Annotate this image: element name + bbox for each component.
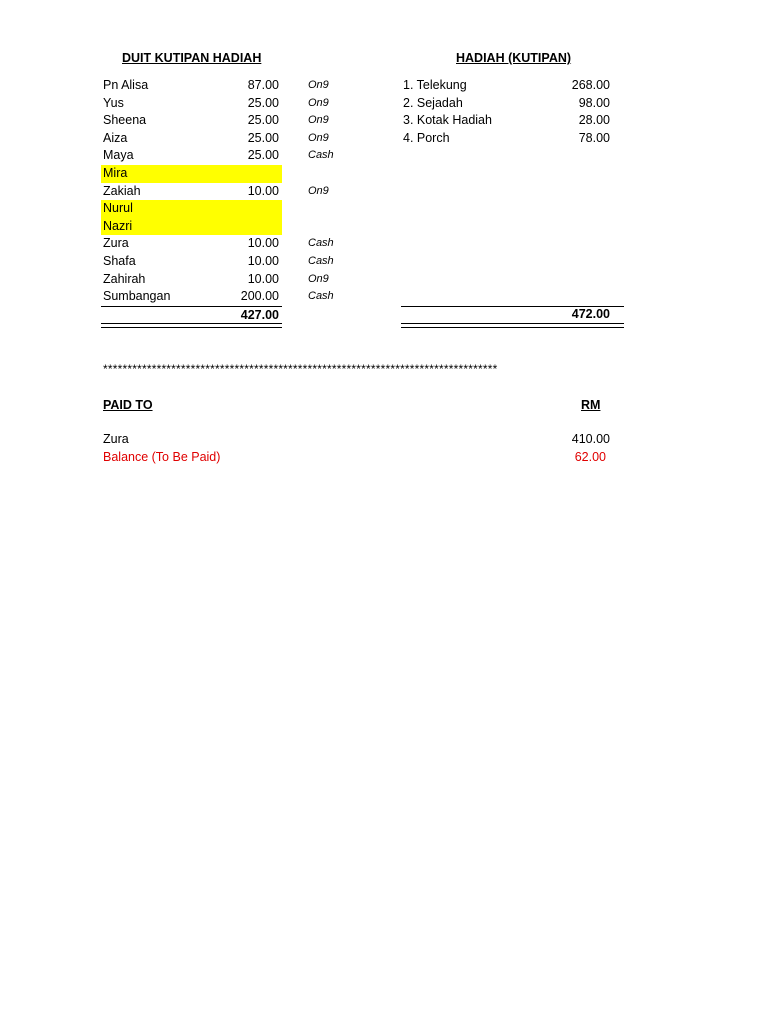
right-total-double-rule [401,323,624,328]
asterisk-separator: ********************************************************************************* [103,362,498,376]
gift-label: 2. Sejadah [403,95,463,110]
contributor-name: Nurul [103,201,133,216]
payment-method: Cash [308,254,334,267]
contributor-name: Yus [103,95,124,110]
payment-method: On9 [308,131,329,144]
left-total-double-rule [101,323,282,328]
collection-table [101,77,334,324]
right-table-title: HADIAH (KUTIPAN) [456,51,572,65]
contribution-amount: 25.00 [247,148,279,163]
gift-row [401,95,624,113]
collection-row [101,77,329,95]
paid-row-label: Zura [103,432,129,446]
contribution-amount: 10.00 [247,236,279,251]
collection-row [101,253,334,271]
paid-row-amount: 410.00 [571,432,610,446]
payment-method: Cash [308,149,334,162]
contributor-name: Sumbangan [103,289,171,304]
collection-row [101,288,334,306]
collection-row [101,130,329,148]
payment-method: Cash [308,237,334,250]
gift-amount: 98.00 [578,95,610,110]
contribution-amount: 10.00 [247,253,279,268]
gift-label: 4. Porch [403,130,450,145]
payment-method: On9 [308,114,329,127]
gift-amount: 28.00 [578,113,610,128]
collection-row [101,235,334,253]
gift-row [401,112,624,130]
gift-amount: 78.00 [578,130,610,145]
contributor-name: Maya [103,148,134,163]
contributor-name: Pn Alisa [103,78,149,92]
payment-method: Cash [308,290,334,303]
gift-label: 1. Telekung [403,78,467,92]
contribution-amount: 200.00 [240,289,279,304]
collection-row [101,95,329,113]
contributor-name: Zura [103,236,129,251]
left-table-title: DUIT KUTIPAN HADIAH [122,51,262,65]
left-total-row [101,307,282,325]
gift-label: 3. Kotak Hadiah [403,113,492,128]
gift-row [401,130,624,148]
rm-header: RM [581,398,601,412]
payment-method: On9 [308,96,329,109]
left-total: 427.00 [240,307,279,322]
contribution-amount: 25.00 [247,95,279,110]
collection-row [101,200,282,218]
gift-amount: 268.00 [571,78,610,92]
payment-method: On9 [308,272,329,285]
collection-row [101,147,334,165]
contributor-name: Nazri [103,218,133,233]
gift-table [401,77,624,147]
payment-method: On9 [308,79,329,91]
contribution-amount: 10.00 [247,183,279,198]
gift-row [401,77,624,95]
contributor-name: Aiza [103,130,128,145]
balance-label: Balance (To Be Paid) [103,450,221,464]
contributor-name: Sheena [103,113,147,128]
paid-to-header: PAID TO [103,398,153,412]
collection-row [101,112,329,130]
contributor-name: Zakiah [103,183,141,198]
collection-row [101,218,282,236]
contributor-name: Shafa [103,253,136,268]
right-total: 472.00 [571,307,610,321]
contributor-name: Zahirah [103,271,146,286]
balance-amount: 62.00 [574,450,606,464]
contribution-amount: 87.00 [247,78,279,92]
collection-row [101,271,329,289]
collection-row [101,165,282,183]
contribution-amount: 25.00 [247,130,279,145]
payment-method: On9 [308,184,329,197]
collection-row [101,183,329,201]
contributor-name: Mira [103,165,128,180]
contribution-amount: 10.00 [247,271,279,286]
contribution-amount: 25.00 [247,113,279,128]
